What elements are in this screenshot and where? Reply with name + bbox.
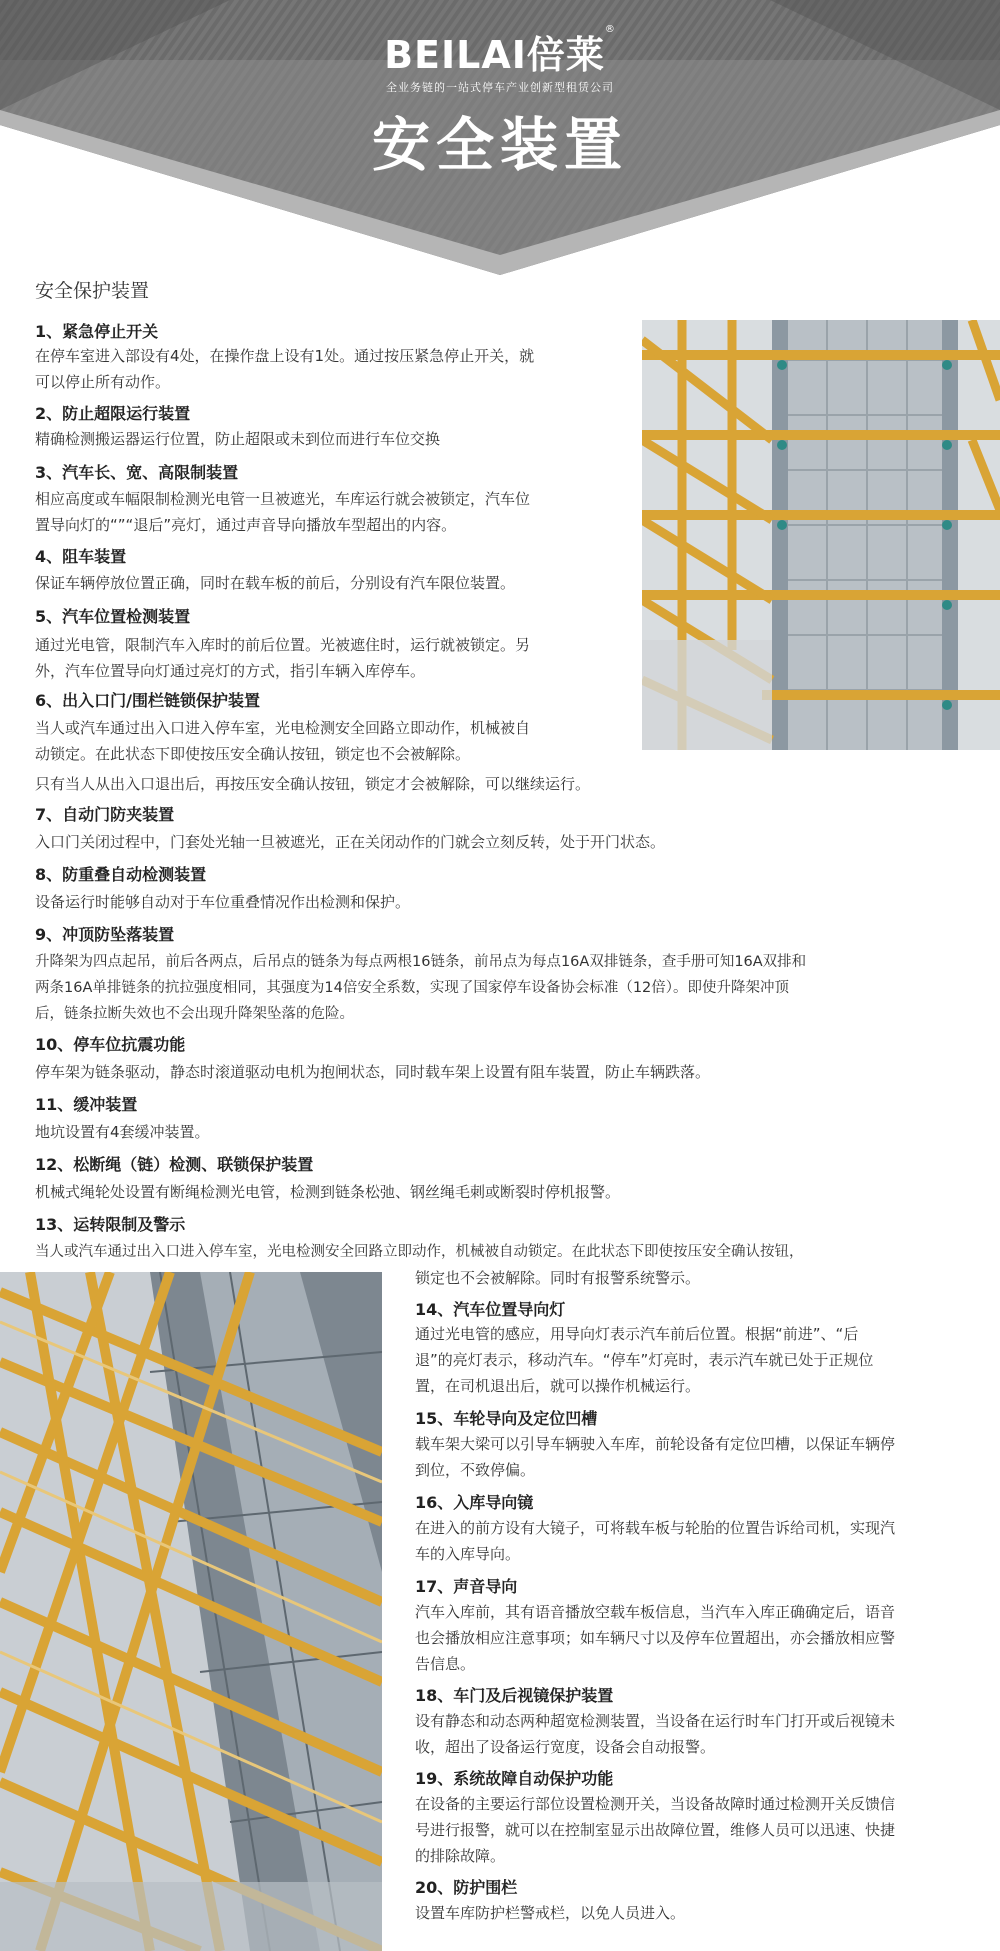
item-6-text: 当人或汽车通过出入口进入停车室，光电检测安全回路立即动作，机械被自 动锁定。在此状态下即使按压安全确认按钮，锁定也不会被解除。 只有当人从出入口退出后，再按压安全确认按钮，锁定才会被解除，可以继续运行。 — [35, 719, 591, 793]
item-8-heading: 8、防重叠自动检测装置 — [35, 865, 207, 884]
item-11-heading: 11、缓冲装置 — [35, 1095, 138, 1114]
item-7-heading: 7、自动门防夹装置 — [35, 805, 175, 824]
item-9-text: 升降架为四点起吊，前后各两点，后吊点的链条为每点两根16链条，前吊点为每点16A双排链条，查手册可知16A双排和 两条16A单排链条的抗拉强度相同，其强度为14倍安全系数，实现了国家停车设备协会标准（12倍）。即使升降架冲顶 后，链条拉断失效也不会出现升降架坠落的危险。 — [35, 954, 807, 1022]
page-title: 安全装置 — [371, 111, 628, 179]
parking-tower-photo-bottom — [0, 1272, 382, 1951]
item-1-heading: 1、紧急停止开关 — [35, 322, 159, 341]
item-19-text: 在设备的主要运行部位设置检测开关，当设备故障时通过检测开关反馈信 号进行报警，就可以在控制室显示出故障位置，维修人员可以迅速、快捷 的排除故障。 — [415, 1795, 896, 1865]
section-title: 安全保护装置 — [35, 280, 150, 302]
item-13-text-continued: 锁定也不会被解除。同时有报警系统警示。 — [415, 1269, 701, 1287]
item-5-text: 通过光电管，限制汽车入库时的前后位置。光被遮住时，运行就被锁定。另 外，汽车位置导向灯通过亮灯的方式，指引车辆入库停车。 — [35, 636, 531, 680]
item-16-text: 在进入的前方设有大镜子，可将载车板与轮胎的位置告诉给司机，实现汽 车的入库导向。 — [415, 1519, 896, 1563]
item-16-heading: 16、入库导向镜 — [415, 1493, 534, 1512]
item-11-text: 地坑设置有4套缓冲装置。 — [35, 1123, 210, 1141]
item-4-text: 保证车辆停放位置正确，同时在载车板的前后，分别设有汽车限位装置。 — [35, 574, 516, 592]
brand-logo: BEILAI倍莱® — [384, 24, 616, 77]
item-17-heading: 17、声音导向 — [415, 1577, 518, 1596]
item-12-text: 机械式绳轮处设置有断绳检测光电管，检测到链条松弛、钢丝绳毛刺或断裂时停机报警。 — [35, 1183, 621, 1201]
item-3-text: 相应高度或车幅限制检测光电管一旦被遮光，车库运行就会被锁定，汽车位 置导向灯的“”“退后”亮灯，通过声音导向播放车型超出的内容。 — [35, 490, 531, 534]
item-18-heading: 18、车门及后视镜保护装置 — [415, 1686, 614, 1705]
brand-tagline: 全业务链的一站式停车产业创新型租赁公司 — [386, 81, 614, 94]
item-4-heading: 4、阻车装置 — [35, 547, 127, 566]
item-13-text: 当人或汽车通过出入口进入停车室，光电检测安全回路立即动作，机械被自动锁定。在此状态下即使按压安全确认按钮， — [35, 1244, 804, 1260]
item-18-text: 设有静态和动态两种超宽检测装置，当设备在运行时车门打开或后视镜未 收，超出了设备运行宽度，设备会自动报警。 — [415, 1712, 896, 1756]
item-5-heading: 5、汽车位置检测装置 — [35, 607, 191, 626]
item-6-heading: 6、出入口门/围栏链锁保护装置 — [35, 691, 260, 710]
parking-tower-photo-top — [642, 320, 1000, 750]
item-8-text: 设备运行时能够自动对于车位重叠情况作出检测和保护。 — [35, 893, 411, 911]
item-2-heading: 2、防止超限运行装置 — [35, 404, 191, 423]
item-14-text: 通过光电管的感应，用导向灯表示汽车前后位置。根据“前进”、“后 退”的亮灯表示，移动汽车。“停车”灯亮时，表示汽车就已处于正规位 置，在司机退出后，就可以操作机械运行。 — [415, 1325, 874, 1395]
item-3-heading: 3、汽车长、宽、高限制装置 — [35, 463, 239, 482]
item-2-text: 精确检测搬运器运行位置，防止超限或未到位而进行车位交换 — [35, 430, 441, 448]
item-1-text: 在停车室进入部设有4处，在操作盘上设有1处。通过按压紧急停止开关，就 可以停止所有动作。 — [35, 347, 535, 391]
header-banner — [0, 0, 1000, 275]
item-14-heading: 14、汽车位置导向灯 — [415, 1300, 566, 1319]
item-17-text: 汽车入库前，其有语音播放空载车板信息，当汽车入库正确确定后，语音 也会播放相应注意事项；如车辆尺寸以及停车位置超出，亦会播放相应警 告信息。 — [415, 1603, 896, 1673]
item-20-heading: 20、防护围栏 — [415, 1878, 518, 1897]
item-10-heading: 10、停车位抗震功能 — [35, 1035, 186, 1054]
item-20-text: 设置车库防护栏警戒栏，以免人员进入。 — [415, 1904, 686, 1922]
item-19-heading: 19、系统故障自动保护功能 — [415, 1769, 614, 1788]
item-10-text: 停车架为链条驱动，静态时滚道驱动电机为抱闸状态，同时载车架上设置有阻车装置，防止车辆跌落。 — [35, 1063, 711, 1081]
item-9-heading: 9、冲顶防坠落装置 — [35, 925, 175, 944]
item-15-heading: 15、车轮导向及定位凹槽 — [415, 1409, 598, 1428]
item-15-text: 载车架大梁可以引导车辆驶入车库，前轮设备有定位凹槽，以保证车辆停 到位，不致停偏。 — [415, 1435, 896, 1479]
item-7-text: 入口门关闭过程中，门套处光轴一旦被遮光，正在关闭动作的门就会立刻反转，处于开门状态。 — [35, 833, 666, 851]
item-13-heading: 13、运转限制及警示 — [35, 1215, 186, 1234]
item-12-heading: 12、松断绳（链）检测、联锁保护装置 — [35, 1155, 314, 1174]
